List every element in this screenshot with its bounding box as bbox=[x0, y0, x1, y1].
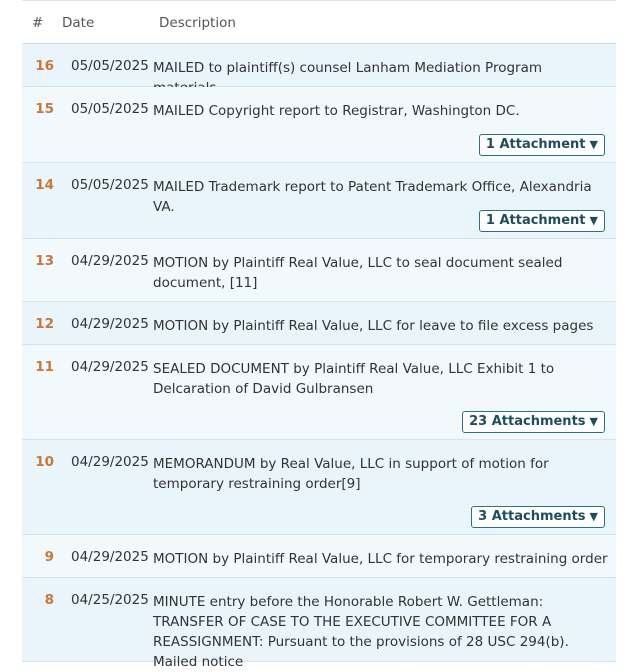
attachments-label: 3 Attachments bbox=[478, 509, 586, 524]
attachments-label: 1 Attachment bbox=[485, 137, 586, 152]
table-row bbox=[22, 535, 616, 578]
entry-date: 04/29/2025 bbox=[71, 549, 149, 565]
entry-date: 04/29/2025 bbox=[71, 253, 149, 269]
entry-date: 05/05/2025 bbox=[71, 58, 149, 74]
entry-description: MEMORANDUM by Real Value, LLC in support of motion for temporary restraining order[9] bbox=[153, 456, 549, 492]
table-row bbox=[22, 345, 616, 440]
entry-number: 14 bbox=[35, 177, 54, 193]
table-row bbox=[22, 302, 616, 345]
attachments-button[interactable] bbox=[479, 134, 605, 156]
table-row bbox=[22, 239, 616, 302]
table-row bbox=[22, 44, 616, 87]
entry-description: MAILED Trademark report to Patent Trademark Office, Alexandria VA. bbox=[153, 179, 592, 215]
entry-description: SEALED DOCUMENT by Plaintiff Real Value, LLC Exhibit 1 to Delcaration of David Gulbransen bbox=[153, 361, 555, 397]
entry-description: MAILED to plaintiff(s) counsel Lanham Mediation Program bbox=[153, 60, 543, 76]
entry-number: 12 bbox=[35, 316, 54, 332]
triangle-down-icon: ▼ bbox=[589, 415, 598, 428]
table-row bbox=[22, 87, 616, 163]
table-header bbox=[22, 0, 616, 44]
table-row bbox=[22, 440, 616, 535]
entry-number: 10 bbox=[35, 454, 54, 470]
attachments-label: 1 Attachment bbox=[485, 213, 586, 228]
entry-date: 04/25/2025 bbox=[71, 592, 149, 608]
entry-date: 04/29/2025 bbox=[71, 454, 149, 470]
attachments-button[interactable] bbox=[471, 506, 605, 528]
entry-number: 11 bbox=[35, 359, 54, 375]
header-description: Description bbox=[159, 15, 236, 31]
entry-description: MOTION by Plaintiff Real Value, LLC for leave to file excess pages bbox=[153, 318, 594, 334]
header-date: Date bbox=[62, 15, 95, 31]
docket-table bbox=[22, 0, 616, 670]
table-row bbox=[22, 578, 616, 670]
entry-description: MOTION by Plaintiff Real Value, LLC to seal document sealed document, [11] bbox=[153, 255, 563, 291]
entry-number: 16 bbox=[35, 58, 54, 74]
table-row bbox=[22, 163, 616, 239]
triangle-down-icon: ▼ bbox=[589, 214, 598, 227]
entry-date: 04/29/2025 bbox=[71, 359, 149, 375]
entry-number: 9 bbox=[44, 549, 54, 565]
attachments-label: 23 Attachments bbox=[469, 414, 586, 429]
entry-number: 13 bbox=[35, 253, 54, 269]
entry-description: MINUTE entry before the Honorable Robert W. Gettleman: TRANSFER OF CASE TO THE EXECUTIVE COMMITTEE FOR A REASSIGNMENT: Pursuant to the provisions of 28 USC 294(b). Mailed notice bbox=[153, 594, 569, 670]
attachments-button[interactable] bbox=[479, 210, 605, 232]
entry-date: 04/29/2025 bbox=[71, 316, 149, 332]
entry-description: MAILED Copyright report to Registrar, Washington DC. bbox=[153, 103, 520, 119]
entry-date: 05/05/2025 bbox=[71, 101, 149, 117]
entry-description: MOTION by Plaintiff Real Value, LLC for temporary restraining order bbox=[153, 551, 608, 567]
entry-number: 8 bbox=[44, 592, 54, 608]
header-number: # bbox=[32, 15, 44, 31]
triangle-down-icon: ▼ bbox=[589, 510, 598, 523]
entry-number: 15 bbox=[35, 101, 54, 117]
attachments-button[interactable] bbox=[462, 411, 605, 433]
entry-date: 05/05/2025 bbox=[71, 177, 149, 193]
triangle-down-icon: ▼ bbox=[589, 138, 598, 151]
